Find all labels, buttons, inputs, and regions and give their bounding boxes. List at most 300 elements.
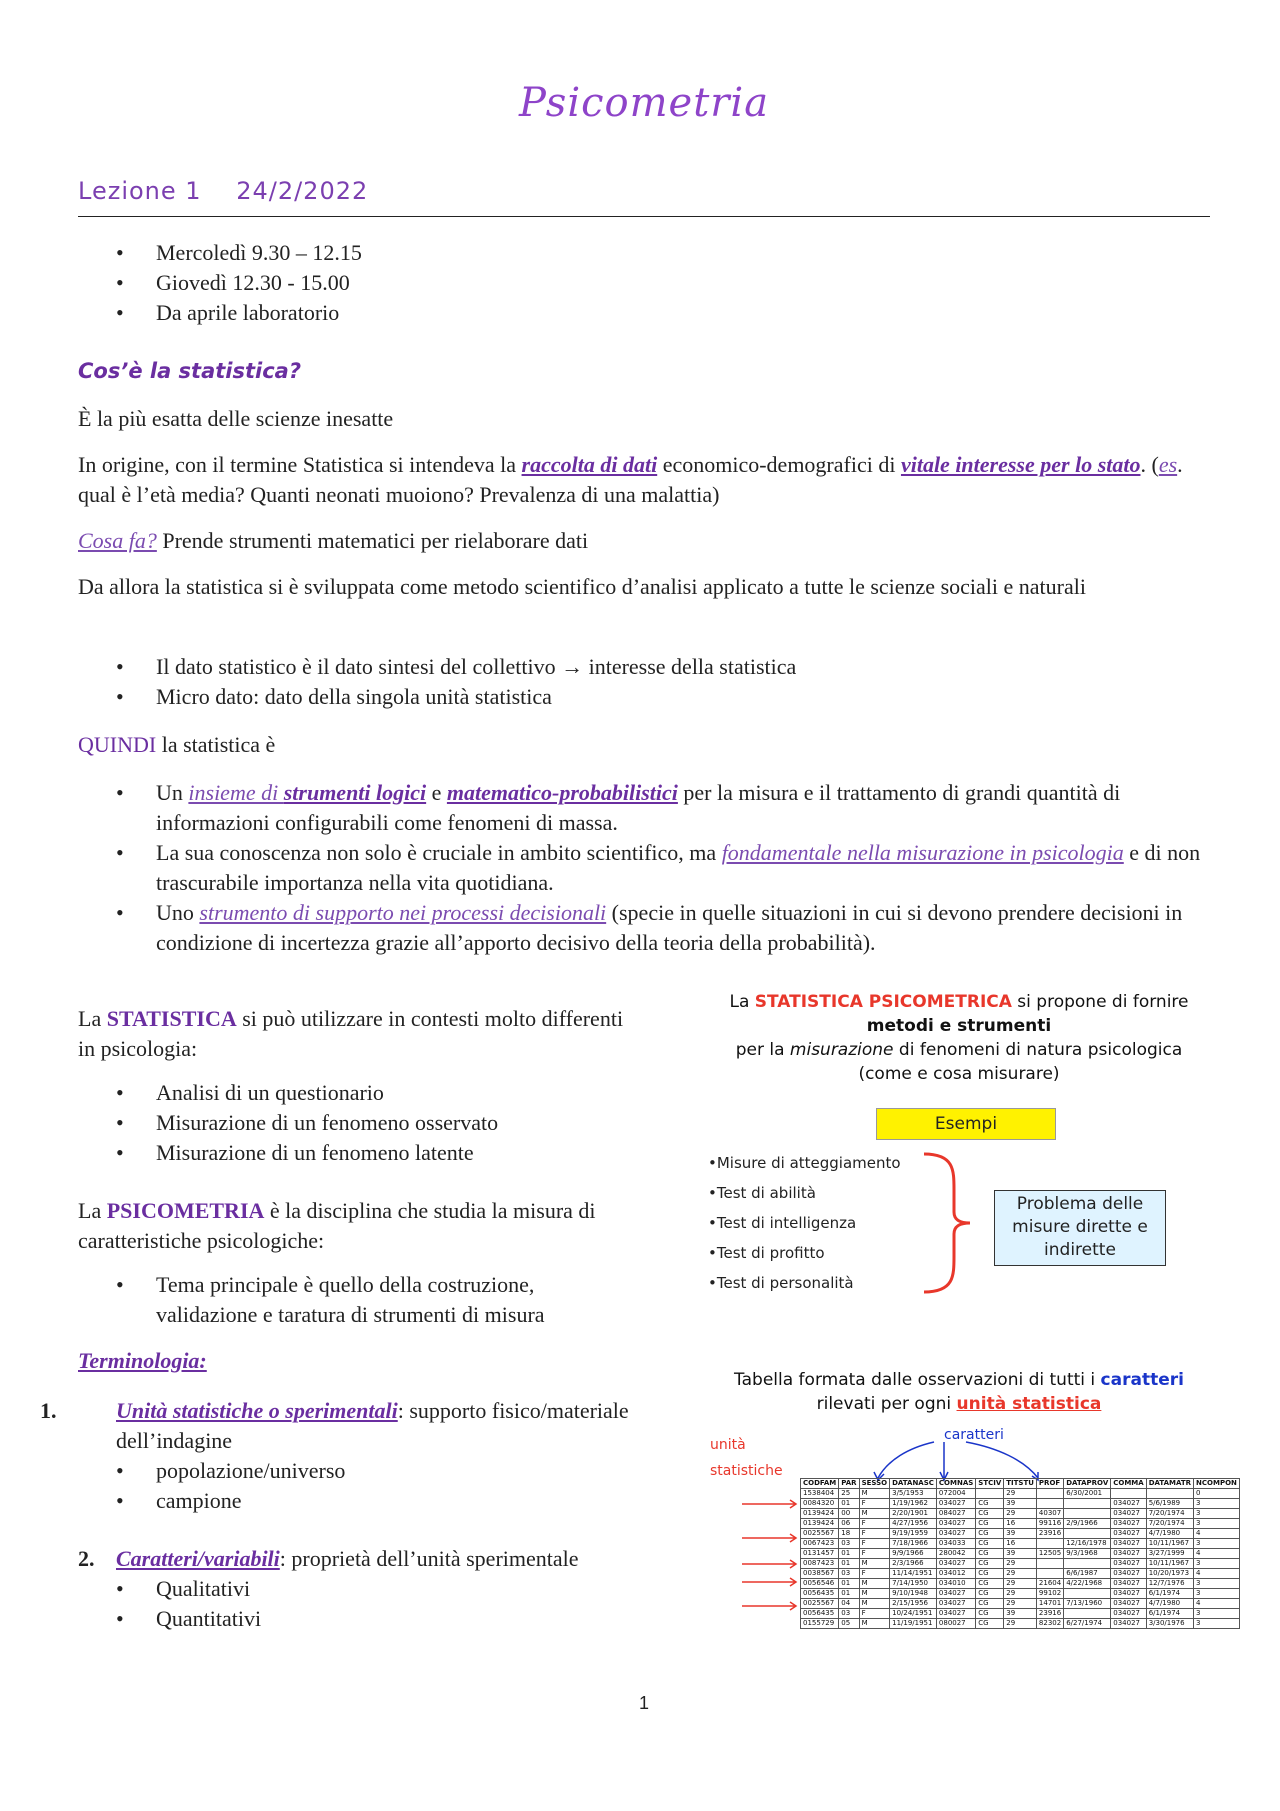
text: è la disciplina che studia la misura di caratteristiche psicologiche: [78, 1198, 596, 1253]
table-cell: 034010 [936, 1579, 975, 1589]
list-item: •Test di intelligenza [708, 1214, 857, 1232]
table-cell: 080027 [936, 1619, 975, 1629]
table-cell: 2/9/1966 [1064, 1519, 1111, 1529]
table-row [801, 1599, 1240, 1609]
paragraph [78, 450, 1210, 510]
list-item [78, 778, 1210, 838]
table-cell [1036, 1499, 1063, 1509]
text: Uno [156, 900, 200, 925]
table-cell: CG [976, 1559, 1004, 1569]
term-item [40, 1396, 728, 1516]
list-item: •Test di abilità [708, 1184, 816, 1202]
table-cell: 12505 [1036, 1549, 1063, 1559]
list-item: • Mercoledì 9.30 – 12.15 [78, 238, 1210, 268]
table-cell: 280042 [936, 1549, 975, 1559]
table-cell: 11/19/1951 [890, 1619, 937, 1629]
text: In origine, con il termine Statistica si intendeva la [78, 452, 522, 477]
table-cell: STCIV [976, 1479, 1004, 1489]
bullet-list [78, 652, 1210, 712]
highlight-text: strumento di supporto nei processi decisionali [199, 900, 607, 925]
table-cell: 7/20/1974 [1146, 1519, 1193, 1529]
table-cell: DATAPROV [1064, 1479, 1111, 1489]
table-cell: 3/27/1999 [1146, 1549, 1193, 1559]
table-cell: 3/5/1953 [890, 1489, 937, 1499]
highlight-text: strumenti logici [283, 780, 427, 805]
text: si propone di fornire [1011, 992, 1189, 1012]
text: si può utilizzare in contesti molto differenti in psicologia: [78, 1006, 624, 1061]
table-cell: 29 [1004, 1509, 1037, 1519]
text: statistiche [710, 1463, 783, 1479]
paragraph: Da allora la statistica si è sviluppata come metodo scientifico d’analisi applicato a tutte le scienze sociali e naturali [78, 574, 1086, 599]
document-page [40, 0, 1237, 1811]
lesson-date: 24/2/2022 [236, 177, 369, 205]
list-item: • Tema principale è quello della costruzione, validazione e taratura di strumenti di misura [78, 1270, 638, 1330]
table-cell: 0056546 [801, 1579, 839, 1589]
table-cell: 034027 [936, 1609, 975, 1619]
table-cell [1064, 1509, 1111, 1519]
table-cell [1064, 1609, 1111, 1619]
table-cell: 39 [1004, 1499, 1037, 1509]
table-cell [1064, 1559, 1111, 1569]
table-row [801, 1509, 1240, 1519]
list-item: • Quantitativi [78, 1604, 758, 1634]
table-cell: 034027 [936, 1529, 975, 1539]
table-cell: 16 [1004, 1519, 1037, 1529]
table-cell: 034027 [1111, 1589, 1146, 1599]
table-cell: 034027 [1111, 1609, 1146, 1619]
figure-caption [708, 1368, 1210, 1416]
table-cell: 03 [839, 1609, 859, 1619]
table-row [801, 1619, 1240, 1629]
table-row [801, 1519, 1240, 1529]
table-cell: 99102 [1036, 1589, 1063, 1599]
table-cell: DATAMATR [1146, 1479, 1193, 1489]
table-cell: 03 [839, 1569, 859, 1579]
table-cell: CG [976, 1569, 1004, 1579]
table-cell: 10/20/1973 [1146, 1569, 1193, 1579]
table-cell: 25 [839, 1489, 859, 1499]
table-cell: 23916 [1036, 1609, 1063, 1619]
table-cell: 3 [1194, 1589, 1240, 1599]
table-cell: 29 [1004, 1579, 1037, 1589]
table-cell: F [859, 1549, 890, 1559]
table-cell: 2/3/1966 [890, 1559, 937, 1569]
table-cell [1064, 1529, 1111, 1539]
text: . qual è l’età media? Quanti neonati muoiono? Prevalenza di una malattia) [78, 452, 1183, 507]
table-cell: COMNAS [936, 1479, 975, 1489]
table-cell: 9/19/1959 [890, 1529, 937, 1539]
text: metodi e strumenti [866, 1016, 1052, 1036]
table-cell: 9/9/1966 [890, 1549, 937, 1559]
table-row [801, 1529, 1240, 1539]
highlight-text: STATISTICA PSICOMETRICA [754, 992, 1012, 1012]
table-cell: 034012 [936, 1569, 975, 1579]
text: : supporto fisico/materiale dell’indagine [116, 1398, 629, 1453]
table-cell [1064, 1589, 1111, 1599]
list-item: •Test di profitto [708, 1244, 825, 1262]
bullet-list [78, 1270, 638, 1330]
table-cell: PAR [839, 1479, 859, 1489]
table-cell: 0087423 [801, 1559, 839, 1569]
table-cell: 0025567 [801, 1599, 839, 1609]
brace-icon [914, 1150, 974, 1296]
table-cell: CG [976, 1549, 1004, 1559]
table-cell: F [859, 1609, 890, 1619]
table-cell: M [859, 1619, 890, 1629]
table-cell: 2/15/1956 [890, 1599, 937, 1609]
table-cell: 034027 [936, 1559, 975, 1569]
table-cell: 034027 [1111, 1559, 1146, 1569]
list-item: • Misurazione di un fenomeno osservato [78, 1108, 678, 1138]
table-cell [1036, 1559, 1063, 1569]
table-cell: 7/13/1960 [1064, 1599, 1111, 1609]
table-cell: 21604 [1036, 1579, 1063, 1589]
table-cell: NCOMPON [1194, 1479, 1240, 1489]
table-cell: 04 [839, 1599, 859, 1609]
table-cell: 0 [1194, 1489, 1240, 1499]
table-cell: 99116 [1036, 1519, 1063, 1529]
list-item: • Analisi di un questionario [78, 1078, 678, 1108]
text: : proprietà dell’unità sperimentale [279, 1546, 579, 1571]
text: di fenomeni di natura psicologica [893, 1040, 1183, 1060]
table-cell: 3 [1194, 1519, 1240, 1529]
text: Un [156, 780, 189, 805]
text: per la misura e il trattamento di grandi quantità di informazioni configurabili come fenomeni di massa. [156, 780, 1121, 835]
table-cell: 0038567 [801, 1569, 839, 1579]
table-cell: 3 [1194, 1509, 1240, 1519]
table-cell: 23916 [1036, 1529, 1063, 1539]
table-cell: 01 [839, 1499, 859, 1509]
schedule-list [78, 238, 1210, 328]
table-cell: 034027 [1111, 1619, 1146, 1629]
table-cell: 034027 [936, 1599, 975, 1609]
table-cell: 00 [839, 1509, 859, 1519]
text: La [78, 1006, 107, 1031]
text: e [426, 780, 447, 805]
table-cell: 10/11/1967 [1146, 1559, 1193, 1569]
table-row [801, 1549, 1240, 1559]
table-cell: 4 [1194, 1599, 1240, 1609]
highlight-text: vitale interesse per lo stato [900, 452, 1141, 477]
table-cell: 034027 [1111, 1599, 1146, 1609]
table-cell: CG [976, 1619, 1004, 1629]
table-cell: 0056435 [801, 1609, 839, 1619]
highlight-text: Unità statistiche o sperimentali [116, 1398, 398, 1423]
text: misure dirette e [1012, 1217, 1148, 1237]
text: economico-demografici di [657, 452, 901, 477]
table-cell: 39 [1004, 1549, 1037, 1559]
table-cell: M [859, 1489, 890, 1499]
table-cell: 4 [1194, 1549, 1240, 1559]
highlight-text: unità statistica [956, 1394, 1102, 1414]
table-cell: F [859, 1539, 890, 1549]
table-cell: 01 [839, 1559, 859, 1569]
table-cell: F [859, 1519, 890, 1529]
table-cell: 3/30/1976 [1146, 1619, 1193, 1629]
highlight-text: raccolta di dati [521, 452, 658, 477]
highlight-text: Caratteri/variabili [116, 1546, 280, 1571]
table-cell: DATANASC [890, 1479, 937, 1489]
table-cell: 7/18/1966 [890, 1539, 937, 1549]
table-cell: 40307 [1036, 1509, 1063, 1519]
list-item [78, 898, 1210, 958]
table-cell: 4/27/1956 [890, 1519, 937, 1529]
text: . ( [1140, 452, 1159, 477]
table-row [801, 1609, 1240, 1619]
table-cell: 0025567 [801, 1529, 839, 1539]
table-cell: 14701 [1036, 1599, 1063, 1609]
table-cell: PROF [1036, 1479, 1063, 1489]
list-item: • Micro dato: dato della singola unità statistica [78, 682, 1210, 712]
table-cell: 29 [1004, 1599, 1037, 1609]
table-cell: 034027 [1111, 1579, 1146, 1589]
table-cell [1064, 1499, 1111, 1509]
table-cell: CG [976, 1609, 1004, 1619]
table-cell: 29 [1004, 1489, 1037, 1499]
table-cell: 4/22/1968 [1064, 1579, 1111, 1589]
figure-data-table [708, 1368, 1237, 1668]
table-cell: 0067423 [801, 1539, 839, 1549]
list-number: 1. [40, 1398, 57, 1423]
table-cell: CODFAM [801, 1479, 839, 1489]
table-cell: 39 [1004, 1529, 1037, 1539]
table-cell: 084027 [936, 1509, 975, 1519]
paragraph: È la più esatta delle scienze inesatte [78, 406, 394, 431]
table-cell: 6/30/2001 [1064, 1489, 1111, 1499]
table-cell: CG [976, 1589, 1004, 1599]
table-cell: 29 [1004, 1589, 1037, 1599]
list-item: •Test di personalità [708, 1274, 854, 1292]
table-cell: 4 [1194, 1569, 1240, 1579]
list-item: • Il dato statistico è il dato sintesi del collettivo → interesse della statistica [78, 652, 1210, 682]
list-item: • popolazione/universo [78, 1456, 728, 1486]
table-cell: 0084320 [801, 1499, 839, 1509]
table-cell [1111, 1489, 1146, 1499]
table-row [801, 1499, 1240, 1509]
list-item: •Misure di atteggiamento [708, 1154, 901, 1172]
lesson-label: Lezione 1 [78, 177, 202, 205]
table-cell: 01 [839, 1589, 859, 1599]
table-cell: M [859, 1559, 890, 1569]
table-cell: TITSTU [1004, 1479, 1037, 1489]
table-cell: 29 [1004, 1569, 1037, 1579]
text: Prende strumenti matematici per rielaborare dati [156, 528, 589, 553]
table-cell: 03 [839, 1539, 859, 1549]
table-cell: 39 [1004, 1609, 1037, 1619]
highlight-text: caratteri [1100, 1370, 1184, 1390]
table-cell: 3 [1194, 1539, 1240, 1549]
table-cell: 29 [1004, 1619, 1037, 1629]
table-cell [1036, 1569, 1063, 1579]
table-cell: 05 [839, 1619, 859, 1629]
caratteri-label: caratteri [944, 1427, 1004, 1443]
bullet-list [78, 778, 1210, 958]
text: per la [735, 1040, 790, 1060]
table-cell: 034027 [936, 1589, 975, 1599]
highlight-text: matematico-probabilistici [446, 780, 678, 805]
table-cell: 0139424 [801, 1519, 839, 1529]
paragraph [78, 1004, 638, 1064]
bullet-list [78, 1456, 728, 1516]
table-cell: 3 [1194, 1559, 1240, 1569]
table-row [801, 1539, 1240, 1549]
table-cell: 072004 [936, 1489, 975, 1499]
highlight-text: STATISTICA [106, 1006, 237, 1031]
text: Problema delle [1016, 1194, 1144, 1214]
list-item: • Misurazione di un fenomeno latente [78, 1138, 678, 1168]
table-cell: 01 [839, 1579, 859, 1589]
figure-statistica-psicometrica [708, 990, 1210, 1300]
table-cell: 06 [839, 1519, 859, 1529]
table-cell: 6/6/1987 [1064, 1569, 1111, 1579]
list-number: 2. [78, 1546, 95, 1571]
table-cell: 10/24/1951 [890, 1609, 937, 1619]
text: rilevati per ogni [816, 1394, 957, 1414]
table-cell: 6/1/1974 [1146, 1589, 1193, 1599]
table-cell: 6/27/1974 [1064, 1619, 1111, 1629]
row-arrows-icon [740, 1498, 802, 1648]
table-cell: 7/14/1950 [890, 1579, 937, 1589]
list-item: • Qualitativi [78, 1574, 758, 1604]
table-cell: 4 [1194, 1529, 1240, 1539]
table-cell: 6/1/1974 [1146, 1609, 1193, 1619]
table-cell: 034027 [1111, 1509, 1146, 1519]
lesson-header [78, 176, 1210, 217]
paragraph [78, 730, 1210, 760]
table-cell: 01 [839, 1549, 859, 1559]
table-header-row [801, 1479, 1240, 1489]
text: QUINDI [78, 732, 157, 757]
table-cell: 034027 [1111, 1499, 1146, 1509]
table-cell: CG [976, 1599, 1004, 1609]
table-cell: COMMA [1111, 1479, 1146, 1489]
table-cell: M [859, 1509, 890, 1519]
table-cell: 7/20/1974 [1146, 1509, 1193, 1519]
examples-list [708, 1148, 901, 1298]
list-item: • Giovedì 12.30 - 15.00 [78, 268, 1210, 298]
table-row [801, 1559, 1240, 1569]
list-item: • Da aprile laboratorio [78, 298, 1210, 328]
table-cell: 0056435 [801, 1589, 839, 1599]
table-cell: 9/10/1948 [890, 1589, 937, 1599]
table-row [801, 1579, 1240, 1589]
text: e di non trascurabile importanza nella vita quotidiana. [156, 840, 1201, 895]
table-cell: 18 [839, 1529, 859, 1539]
table-cell: 3 [1194, 1609, 1240, 1619]
section-heading: Terminologia: [78, 1348, 207, 1373]
table-cell: 12/7/1976 [1146, 1579, 1193, 1589]
table-cell: 12/16/1978 [1064, 1539, 1111, 1549]
table-cell: 034027 [1111, 1529, 1146, 1539]
paragraph [78, 1196, 698, 1256]
table-cell: 16 [1004, 1539, 1037, 1549]
list-item: • campione [78, 1486, 728, 1516]
table-cell: F [859, 1499, 890, 1509]
table-cell: 10/11/1967 [1146, 1539, 1193, 1549]
unita-label [710, 1432, 783, 1484]
text: la statistica è [156, 732, 276, 757]
table-row [801, 1589, 1240, 1599]
table-cell: CG [976, 1509, 1004, 1519]
figure-caption [708, 990, 1210, 1086]
table-cell: 11/14/1951 [890, 1569, 937, 1579]
table-cell: M [859, 1589, 890, 1599]
table-cell: 034027 [1111, 1569, 1146, 1579]
term-item [78, 1544, 758, 1634]
table-cell: 0131457 [801, 1549, 839, 1559]
table-cell: 2/20/1901 [890, 1509, 937, 1519]
table-cell: CG [976, 1579, 1004, 1589]
problem-box [994, 1190, 1166, 1266]
table-cell: 4/7/1980 [1146, 1529, 1193, 1539]
table-cell: SESSO [859, 1479, 890, 1489]
esempi-label: Esempi [876, 1108, 1056, 1140]
bullet-list [78, 1574, 758, 1634]
table-cell: 82302 [1036, 1619, 1063, 1629]
table-cell: 5/6/1989 [1146, 1499, 1193, 1509]
table-cell: 4/7/1980 [1146, 1599, 1193, 1609]
table-cell: 0155729 [801, 1619, 839, 1629]
text: Tabella formata dalle osservazioni di tutti i [734, 1370, 1101, 1390]
table-cell: 034027 [1111, 1539, 1146, 1549]
paragraph [78, 526, 1210, 556]
table-cell: 0139424 [801, 1509, 839, 1519]
table-cell: M [859, 1599, 890, 1609]
observations-table [800, 1478, 1240, 1629]
table-cell: F [859, 1529, 890, 1539]
page-number: 1 [638, 1693, 649, 1713]
table-cell: 3 [1194, 1579, 1240, 1589]
text: La sua conoscenza non solo è cruciale in ambito scientifico, ma [156, 840, 722, 865]
section-heading: Cos’è la statistica? [78, 359, 302, 383]
text: (specie in quelle situazioni in cui si devono prendere decisioni in condizione di incertezza grazie all’apporto decisivo della teoria della probabilità). [156, 900, 1183, 955]
table-cell: CG [976, 1519, 1004, 1529]
table-cell: 3 [1194, 1619, 1240, 1629]
table-cell: 034033 [936, 1539, 975, 1549]
text: unità [710, 1437, 746, 1453]
table-cell: 034027 [936, 1519, 975, 1529]
table-cell [976, 1489, 1004, 1499]
text: indirette [1044, 1240, 1116, 1260]
table-cell: CG [976, 1539, 1004, 1549]
table-row [801, 1489, 1240, 1499]
table-cell: 034027 [936, 1499, 975, 1509]
table-cell: 9/3/1968 [1064, 1549, 1111, 1559]
table-cell [1036, 1489, 1063, 1499]
table-cell: F [859, 1569, 890, 1579]
text: La [78, 1198, 107, 1223]
table-cell: 3 [1194, 1499, 1240, 1509]
text: La [729, 992, 755, 1012]
highlight-text: insieme di [188, 780, 284, 805]
table-cell [1036, 1539, 1063, 1549]
highlight-text: PSICOMETRIA [106, 1198, 265, 1223]
table-cell: CG [976, 1499, 1004, 1509]
highlight-text: Cosa fa? [78, 528, 157, 553]
text: misurazione [789, 1040, 894, 1060]
table-cell [1146, 1489, 1193, 1499]
highlight-text: fondamentale nella misurazione in psicologia [721, 840, 1124, 865]
table-cell: 1538404 [801, 1489, 839, 1499]
table-cell: 1/19/1962 [890, 1499, 937, 1509]
document-title: Psicometria [518, 80, 770, 126]
table-cell: 034027 [1111, 1519, 1146, 1529]
highlight-text: es [1158, 452, 1178, 477]
text: (come e cosa misurare) [858, 1064, 1060, 1084]
table-cell: CG [976, 1529, 1004, 1539]
table-row [801, 1569, 1240, 1579]
bullet-list [78, 1078, 678, 1168]
